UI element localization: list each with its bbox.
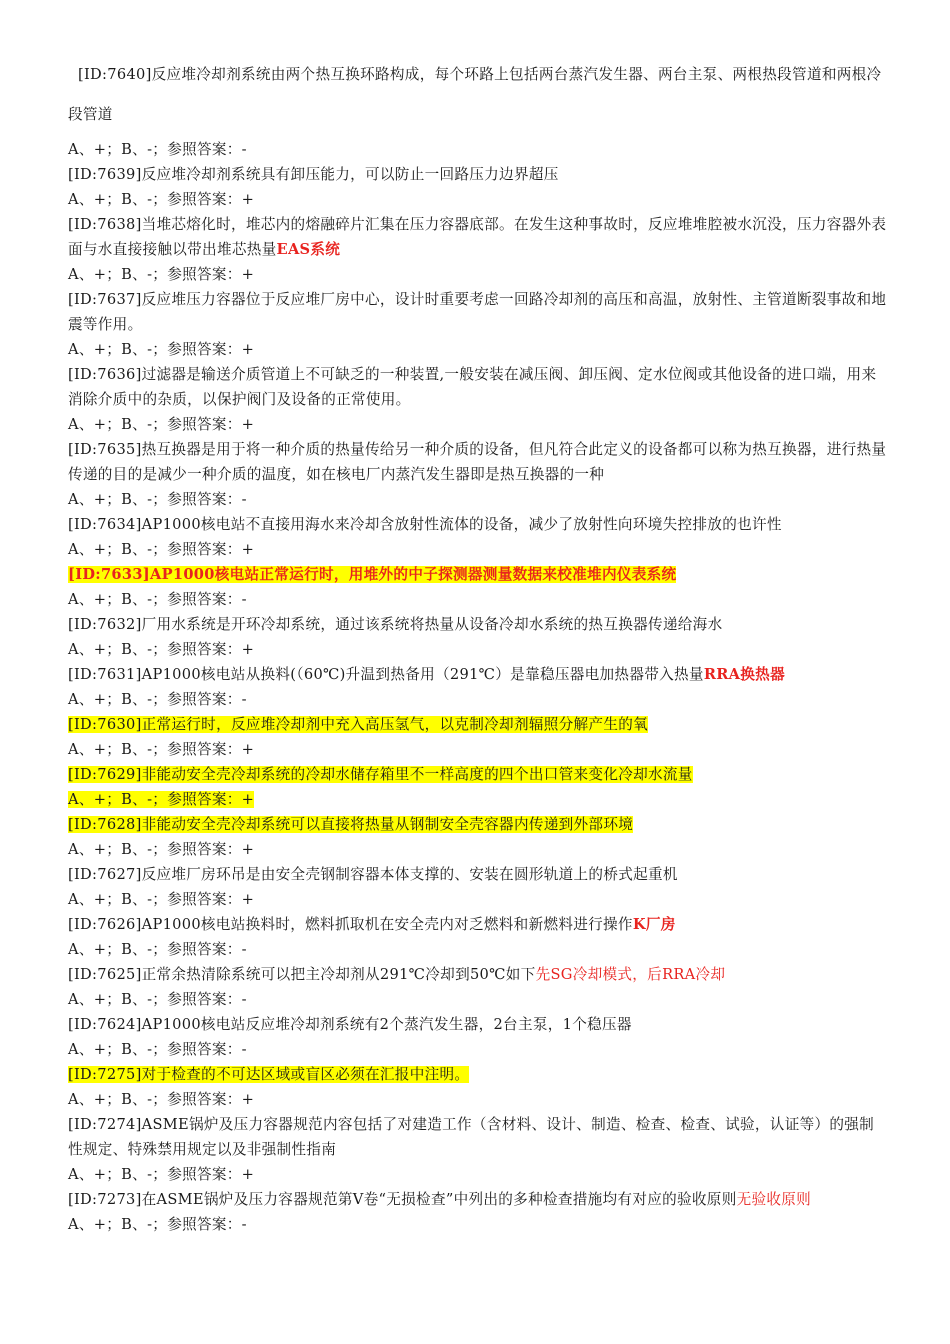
answer-line: A、+；B、-；参照答案：+: [68, 891, 255, 908]
question-7274: [ID:7274]ASME锅炉及压力容器规范内容包括了对建造工作（含材料、设计、制造、检查、检查、试验，认证等）的强制性规定、特殊禁用规定以及非强制性指南: [68, 1116, 875, 1158]
question-7275: [68, 1062, 888, 1087]
question-7631: [68, 662, 888, 687]
answer-line: A、+；B、-；参照答案：-: [68, 1041, 247, 1058]
question-text: [ID:7273]在ASME锅炉及压力容器规范第Ⅴ卷“无损检查”中列出的多种检查措施均有对应的验收原则: [68, 1191, 737, 1208]
question-text: [ID:7638]当堆芯熔化时，堆芯内的熔融碎片汇集在压力容器底部。在发生这种事故时，反应堆堆腔被水沉没，压力容器外表面与水直接接触以带出堆芯热量: [68, 216, 887, 258]
question-7625: [68, 962, 888, 987]
question-7624: [ID:7624]AP1000核电站反应堆冷却剂系统有2个蒸汽发生器，2台主泵，1个稳压器: [68, 1016, 632, 1033]
question-text: [ID:7626]AP1000核电站换料时，燃料抓取机在安全壳内对乏燃料和新燃料进行操作: [68, 916, 633, 933]
question-7630: [68, 712, 888, 737]
annotation-note: 先SG冷却模式，后RRA冷却: [535, 966, 726, 983]
annotation-note: RRA换热器: [703, 666, 785, 683]
highlighted-question-text: [ID:7633]AP1000核电站正常运行时，用堆外的中子探测器测量数据来校准堆内仪表系统: [68, 566, 677, 583]
answer-line: A、+；B、-；参照答案：-: [68, 691, 247, 708]
answer-line: A、+；B、-；参照答案：-: [68, 941, 247, 958]
answer-line: A、+；B、-；参照答案：-: [68, 491, 247, 508]
answer-line: A、+；B、-；参照答案：+: [68, 741, 255, 758]
question-7637: [ID:7637]反应堆压力容器位于反应堆厂房中心，设计时重要考虑一回路冷却剂的高压和高温，放射性、主管道断裂事故和地震等作用。: [68, 291, 887, 333]
answer-line: A、+；B、-；参照答案：+: [68, 641, 255, 658]
question-7640: [68, 55, 888, 135]
answer-line: [68, 787, 888, 812]
answer-line: A、+；B、-；参照答案：-: [68, 1216, 247, 1233]
question-7273: [68, 1187, 888, 1212]
question-7639: [ID:7639]反应堆冷却剂系统具有卸压能力，可以防止一回路压力边界超压: [68, 166, 559, 183]
answer-line: A、+；B、-；参照答案：+: [68, 541, 255, 558]
highlighted-question-text: [ID:7629]非能动安全壳冷却系统的冷却水储存箱里不一样高度的四个出口管来变化冷却水流量: [68, 766, 693, 783]
question-7628: [68, 812, 888, 837]
question-7636: [ID:7636]过滤器是输送介质管道上不可缺乏的一种装置,一般安装在减压阀、卸压阀、定水位阀或其他设备的进口端，用来消除介质中的杂质，以保护阀门及设备的正常使用。: [68, 366, 877, 408]
answer-line: A、+；B、-；参照答案：-: [68, 991, 247, 1008]
highlighted-question-text: [ID:7628]非能动安全壳冷却系统可以直接将热量从钢制安全壳容器内传递到外部环境: [68, 816, 634, 833]
annotation-note: EAS系统: [276, 241, 341, 258]
answer-line: A、+；B、-；参照答案：+: [68, 416, 255, 433]
question-7632: [ID:7632]厂用水系统是开环冷却系统，通过该系统将热量从设备冷却水系统的热互换器传递给海水: [68, 616, 723, 633]
answer-line: A、+；B、-；参照答案：+: [68, 266, 255, 283]
highlighted-answer-text: A、+；B、-；参照答案：+: [68, 791, 255, 808]
annotation-note: K厂房: [632, 916, 676, 933]
answer-line: A、+；B、-；参照答案：+: [68, 1166, 255, 1183]
question-7633: [68, 562, 888, 587]
answer-line: A、+；B、-；参照答案：-: [68, 591, 247, 608]
annotation-note: 无验收原则: [736, 1191, 812, 1208]
answer-line: A、+；B、-；参照答案：+: [68, 1091, 255, 1108]
question-7629: [68, 762, 888, 787]
question-text: [ID:7631]AP1000核电站从换料(（60℃)升温到热备用（291℃）是靠稳压器电加热器带入热量: [68, 666, 704, 683]
highlighted-question-text: [ID:7630]正常运行时，反应堆冷却剂中充入高压氢气，以克制冷却剂辐照分解产生的氧: [68, 716, 648, 733]
answer-line: A、+；B、-；参照答案：-: [68, 141, 247, 158]
question-text: [ID:7625]正常余热清除系统可以把主冷却剂从291℃冷却到50℃如下: [68, 966, 536, 983]
highlighted-question-text: [ID:7275]对于检查的不可达区域或盲区必须在汇报中注明。: [68, 1066, 470, 1083]
question-text: [ID:7640]反应堆冷却剂系统由两个热互换环路构成，每个环路上包括两台蒸汽发生器、两台主泵、两根热段管道和两根冷段管道: [68, 66, 882, 123]
question-7627: [ID:7627]反应堆厂房环吊是由安全壳钢制容器本体支撑的、安装在圆形轨道上的桥式起重机: [68, 866, 678, 883]
question-7638: [68, 212, 888, 262]
answer-line: A、+；B、-；参照答案：+: [68, 191, 255, 208]
answer-line: A、+；B、-；参照答案：+: [68, 841, 255, 858]
question-7635: [ID:7635]热互换器是用于将一种介质的热量传给另一种介质的设备，但凡符合此定义的设备都可以称为热互换器，进行热量传递的目的是减少一种介质的温度，如在核电厂内蒸汽发生器即是热互换器的一种: [68, 441, 887, 483]
question-7626: [68, 912, 888, 937]
answer-line: A、+；B、-；参照答案：+: [68, 341, 255, 358]
question-7634: [ID:7634]AP1000核电站不直接用海水来冷却含放射性流体的设备，减少了放射性向环境失控排放的也许性: [68, 516, 782, 533]
question-document: [68, 55, 888, 1237]
